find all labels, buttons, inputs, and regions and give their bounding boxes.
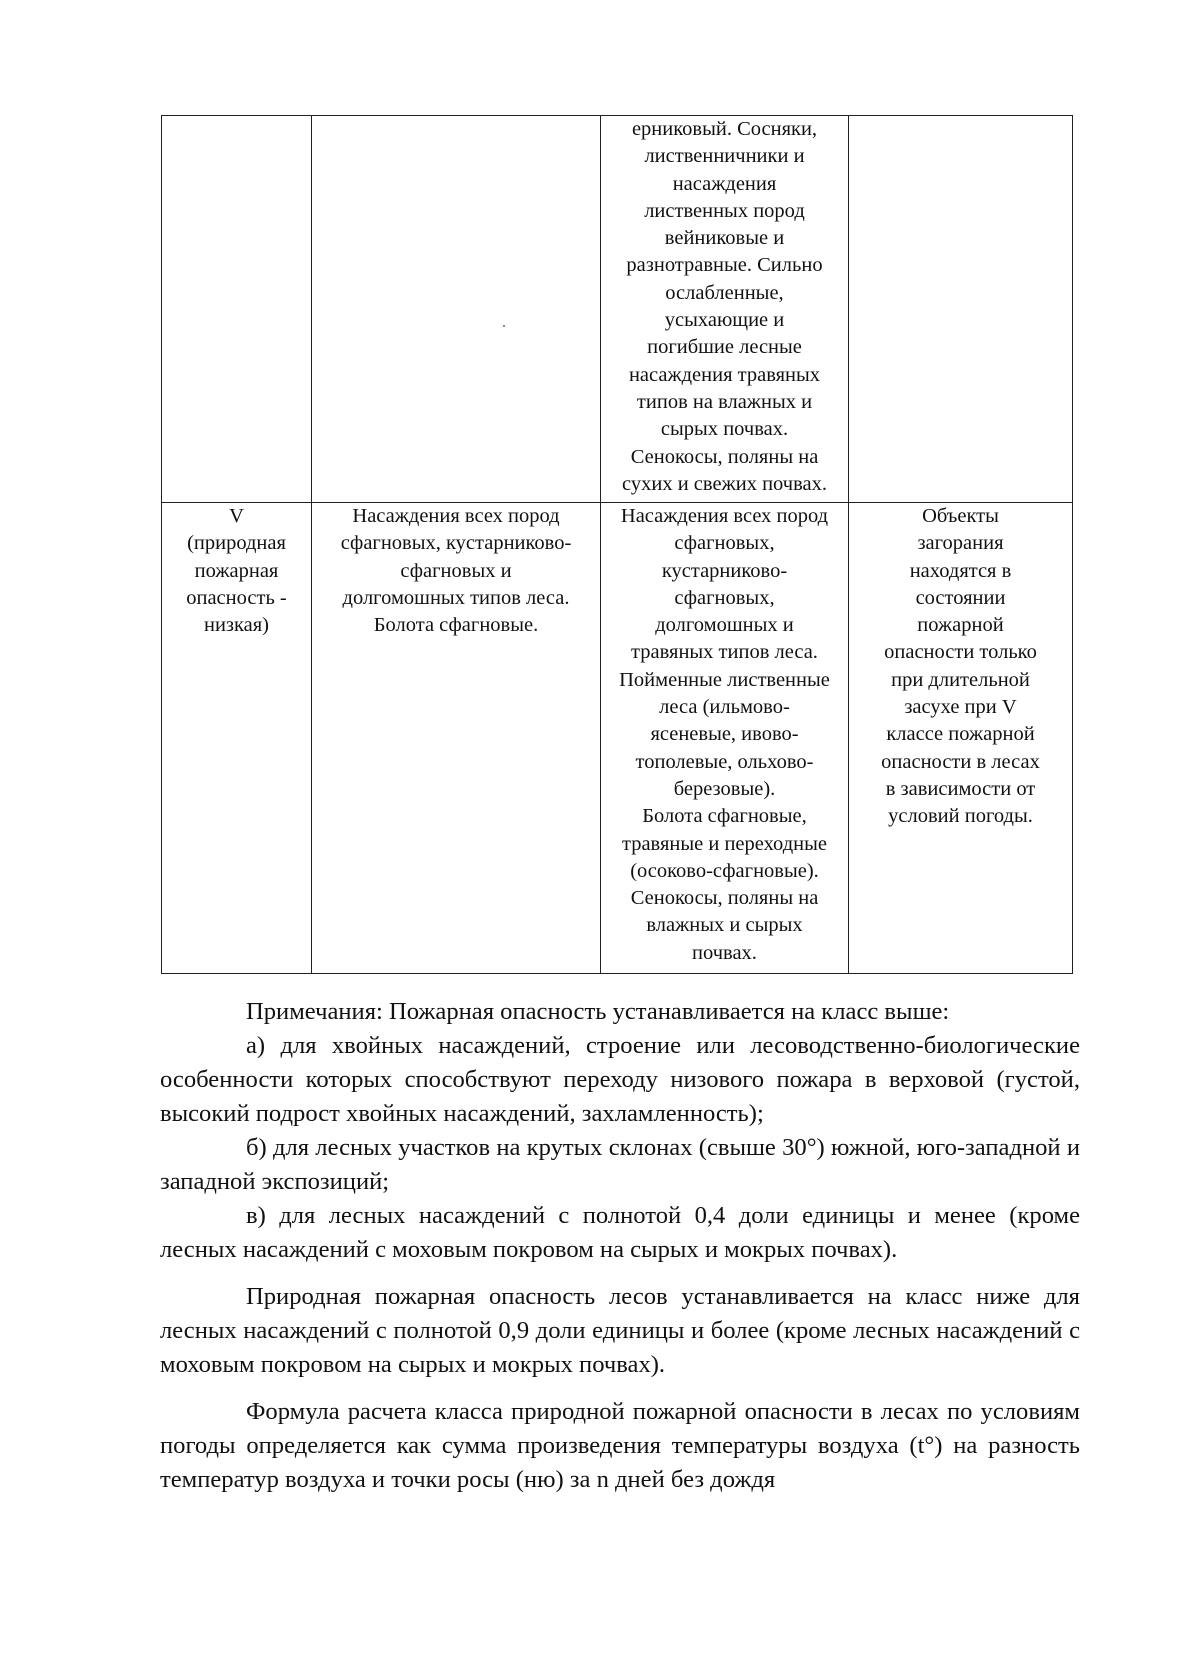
forest-types-cell: Насаждения всех пород сфагновых, кустарниково- сфагновых и долгомошных типов леса. Болота сфагновые. bbox=[312, 503, 601, 974]
class-cell bbox=[162, 116, 312, 503]
formula-paragraph: Формула расчета класса природной пожарной опасности в лесах по условиям погоды определяется как сумма произведения температуры воздуха (t°) на разность температур воздуха и точки росы (ню) за n дней без дождя bbox=[160, 1398, 1080, 1493]
table-row bbox=[162, 116, 1073, 503]
notes-section bbox=[160, 995, 1080, 1497]
note-item-b: б) для лесных участков на крутых склонах (свыше 30°) южной, юго-западной и западной экспозиций; bbox=[160, 1134, 1080, 1195]
other-lands-cell: Насаждения всех пород сфагновых, кустарниково- сфагновых, долгомошных и травяных типов леса. Пойменные лиственные леса (ильмово- ясеневые, ивово- тополевые, ольхово- березовые). Болота сфагновые, травяные и переходные (осоково-сфагновые). Сенокосы, поляны на влажных и сырых почвах. bbox=[601, 503, 849, 974]
note-item-a: а) для хвойных насаждений, строение или лесоводственно-биологические особенности которых способствуют переходу низового пожара в верховой (густой, высокий подрост хвойных насаждений, захламленность); bbox=[160, 1032, 1080, 1127]
lower-class-paragraph: Природная пожарная опасность лесов устанавливается на класс ниже для лесных насаждений с полнотой 0,9 доли единицы и более (кроме лесных насаждений с моховым покровом на сырых и мокрых почвах). bbox=[160, 1283, 1080, 1378]
other-lands-cell: ерниковый. Сосняки, лиственничники и насаждения лиственных пород вейниковые и разнотравные. Сильно ослабленные, усыхающие и погибшие лесные насаждения травяных типов на влажных и сырых почвах. Сенокосы, поляны на сухих и свежих почвах. bbox=[601, 116, 849, 503]
fire-danger-table bbox=[161, 115, 1073, 974]
table-row bbox=[162, 503, 1073, 974]
note-item-c: в) для лесных насаждений с полнотой 0,4 доли единицы и менее (кроме лесных насаждений с моховым покровом на сырых и мокрых почвах). bbox=[160, 1202, 1080, 1263]
forest-types-cell bbox=[312, 116, 601, 503]
class-cell: V (природная пожарная опасность - низкая) bbox=[162, 503, 312, 974]
conditions-cell: Объекты загорания находятся в состоянии пожарной опасности только при длительной засухе при V классе пожарной опасности в лесах в зависимости от условий погоды. bbox=[849, 503, 1073, 974]
notes-heading: Примечания: Пожарная опасность устанавливается на класс выше: bbox=[246, 998, 950, 1025]
conditions-cell bbox=[849, 116, 1073, 503]
scan-speck bbox=[503, 325, 505, 327]
